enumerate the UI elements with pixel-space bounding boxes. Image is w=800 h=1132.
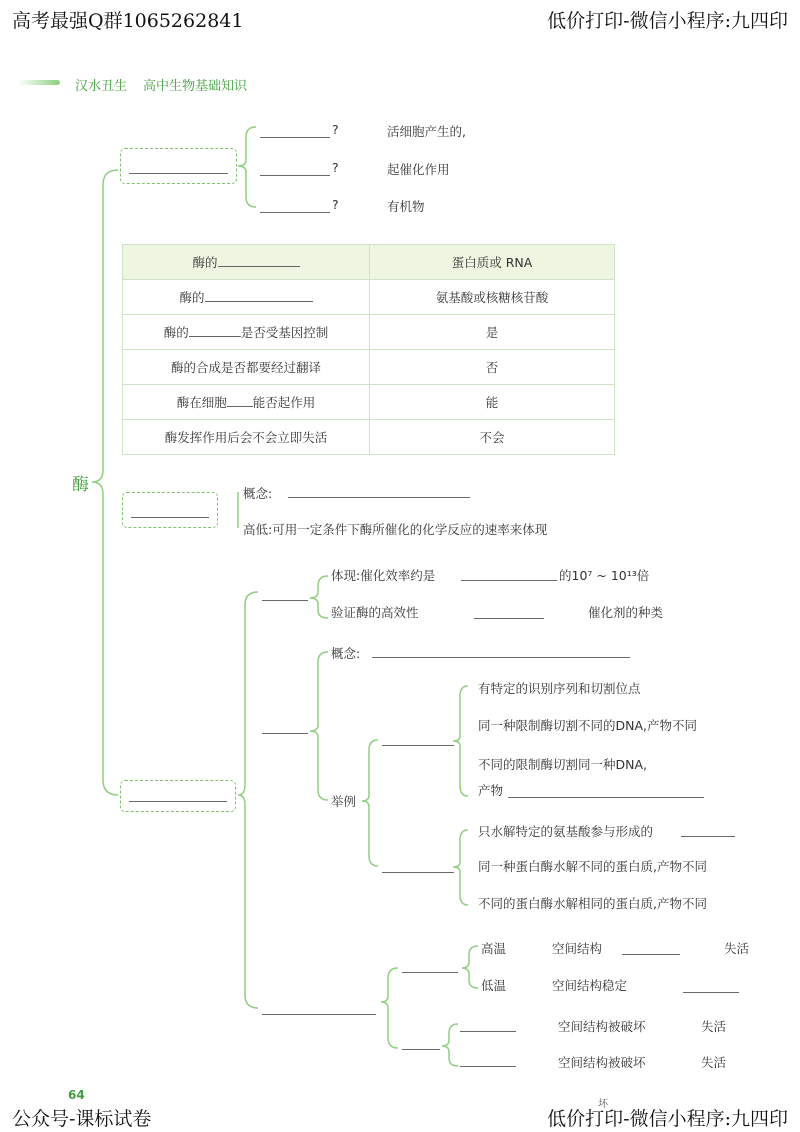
table-cell-text: 酶在细胞 — [176, 395, 227, 410]
table-blank[interactable] — [218, 254, 300, 267]
efficiency-variable-blank[interactable] — [474, 618, 544, 619]
ph-text-2: 空间结构被破坏 — [558, 1055, 646, 1070]
header-right-text: 低价打印-微信小程序:九四印 — [547, 10, 788, 32]
table-cell-value: 否 — [370, 350, 615, 385]
table-cell-text: 酶的 — [179, 290, 205, 305]
table-header-left: 酶的 — [192, 255, 218, 270]
book-subtitle: 高中生物基础知识 — [143, 79, 248, 94]
question-mark: ? — [332, 122, 339, 137]
activity-level-text: 高低:可用一定条件下酶所催化的化学反应的速率来体现 — [243, 522, 548, 537]
high-temp-result: 失活 — [724, 941, 750, 956]
protease-item-3: 不同的蛋白酶水解相同的蛋白质,产物不同 — [478, 896, 707, 911]
restriction-item-3: 不同的限制酶切割同一种DNA, — [478, 757, 648, 772]
table-cell-value: 能 — [370, 385, 615, 420]
book-author: 汉水丑生 — [75, 79, 128, 94]
table-cell — [123, 385, 370, 420]
restriction-item-4: 产物 — [478, 783, 504, 798]
efficiency-blank[interactable] — [262, 600, 308, 601]
table-row — [123, 350, 615, 385]
table-cell-value: 不会 — [370, 420, 615, 455]
table-cell-text: 是否受基因控制 — [240, 325, 329, 340]
definition-text-1: 活细胞产生的, — [387, 124, 466, 139]
definition-text-3: 有机物 — [387, 199, 425, 214]
definition-blank-1[interactable] — [260, 137, 330, 138]
activity-concept-label: 概念: — [243, 486, 273, 501]
high-temp-blank[interactable] — [622, 954, 680, 955]
table-cell-text: 酶的 — [163, 325, 189, 340]
efficiency-catalyst-text: 催化剂的种类 — [588, 605, 664, 620]
high-temp-label: 高温 — [481, 941, 507, 956]
table-blank[interactable] — [189, 324, 241, 337]
activity-box[interactable] — [122, 492, 218, 528]
bottom-mark: 坏 — [598, 1099, 608, 1110]
restriction-product-blank[interactable] — [508, 797, 704, 798]
table-cell-text: 能否起作用 — [252, 395, 316, 410]
protease-item-1: 只水解特定的氨基酸参与形成的 — [478, 824, 654, 839]
low-temp-label: 低温 — [481, 978, 507, 993]
question-mark: ? — [332, 160, 339, 175]
table-blank[interactable] — [227, 394, 253, 407]
definition-blank-3[interactable] — [260, 212, 330, 213]
activity-box-blank[interactable] — [131, 517, 209, 518]
characteristics-box[interactable] — [120, 780, 236, 812]
table-row — [123, 420, 615, 455]
high-temp-text: 空间结构 — [552, 941, 603, 956]
table-cell — [123, 315, 370, 350]
table-row — [123, 385, 615, 420]
table-cell-text: 酶发挥作用后会不会立即失活 — [123, 420, 370, 455]
root-label: 酶 — [72, 475, 89, 495]
table-cell-text: 酶的合成是否都要经过翻译 — [123, 350, 370, 385]
table-cell-value: 氨基酸或核糖核苷酸 — [370, 280, 615, 315]
restriction-item-1: 有特定的识别序列和切割位点 — [478, 681, 641, 696]
definition-box-blank[interactable] — [129, 173, 228, 174]
ph-text-1: 空间结构被破坏 — [558, 1019, 646, 1034]
definition-blank-2[interactable] — [260, 175, 330, 176]
low-temp-text: 空间结构稳定 — [552, 978, 628, 993]
table-row — [123, 280, 615, 315]
protease-item-blank[interactable] — [681, 836, 735, 837]
footer-right-text: 低价打印-微信小程序:九四印 — [547, 1108, 788, 1130]
header-left-text: 高考最强Q群1065262841 — [12, 10, 244, 32]
characteristics-box-blank[interactable] — [129, 801, 227, 802]
table-cell — [123, 280, 370, 315]
definition-box[interactable] — [120, 148, 237, 184]
page-number: 64 — [68, 1088, 85, 1102]
table-row — [123, 315, 615, 350]
ph-result-2: 失活 — [701, 1055, 727, 1070]
conditions-blank[interactable] — [262, 1014, 376, 1015]
efficiency-ratio-blank[interactable] — [461, 580, 557, 581]
specificity-concept-label: 概念: — [331, 646, 361, 661]
table-cell — [123, 245, 370, 280]
definition-text-2: 起催化作用 — [387, 162, 450, 177]
ph-result-1: 失活 — [701, 1019, 727, 1034]
specificity-blank[interactable] — [262, 733, 308, 734]
table-header-row — [123, 245, 615, 280]
efficiency-verify-text: 验证酶的高效性 — [331, 605, 419, 620]
activity-concept-blank[interactable] — [288, 497, 470, 498]
restriction-enzyme-blank[interactable] — [382, 745, 454, 746]
efficiency-ratio-text: 的10⁷ ~ 10¹³倍 — [559, 568, 650, 583]
specificity-example-label: 举例 — [331, 794, 357, 809]
table-header-right: 蛋白质或 RNA — [370, 245, 615, 280]
question-mark: ? — [332, 197, 339, 212]
efficiency-embody-text: 体现:催化效率约是 — [331, 568, 436, 583]
specificity-concept-blank[interactable] — [372, 657, 630, 658]
table-cell-value: 是 — [370, 315, 615, 350]
ph-blank[interactable] — [402, 1049, 440, 1050]
footer-left-text: 公众号-课标试卷 — [12, 1108, 152, 1130]
low-temp-blank[interactable] — [683, 992, 739, 993]
temperature-blank[interactable] — [402, 972, 458, 973]
enzyme-table — [122, 244, 615, 455]
protease-blank[interactable] — [382, 872, 454, 873]
restriction-item-2: 同一种限制酶切割不同的DNA,产物不同 — [478, 718, 698, 733]
table-blank[interactable] — [205, 289, 313, 302]
ph-over-base-blank[interactable] — [460, 1066, 516, 1067]
protease-item-2: 同一种蛋白酶水解不同的蛋白质,产物不同 — [478, 859, 707, 874]
ph-over-acid-blank[interactable] — [460, 1031, 516, 1032]
